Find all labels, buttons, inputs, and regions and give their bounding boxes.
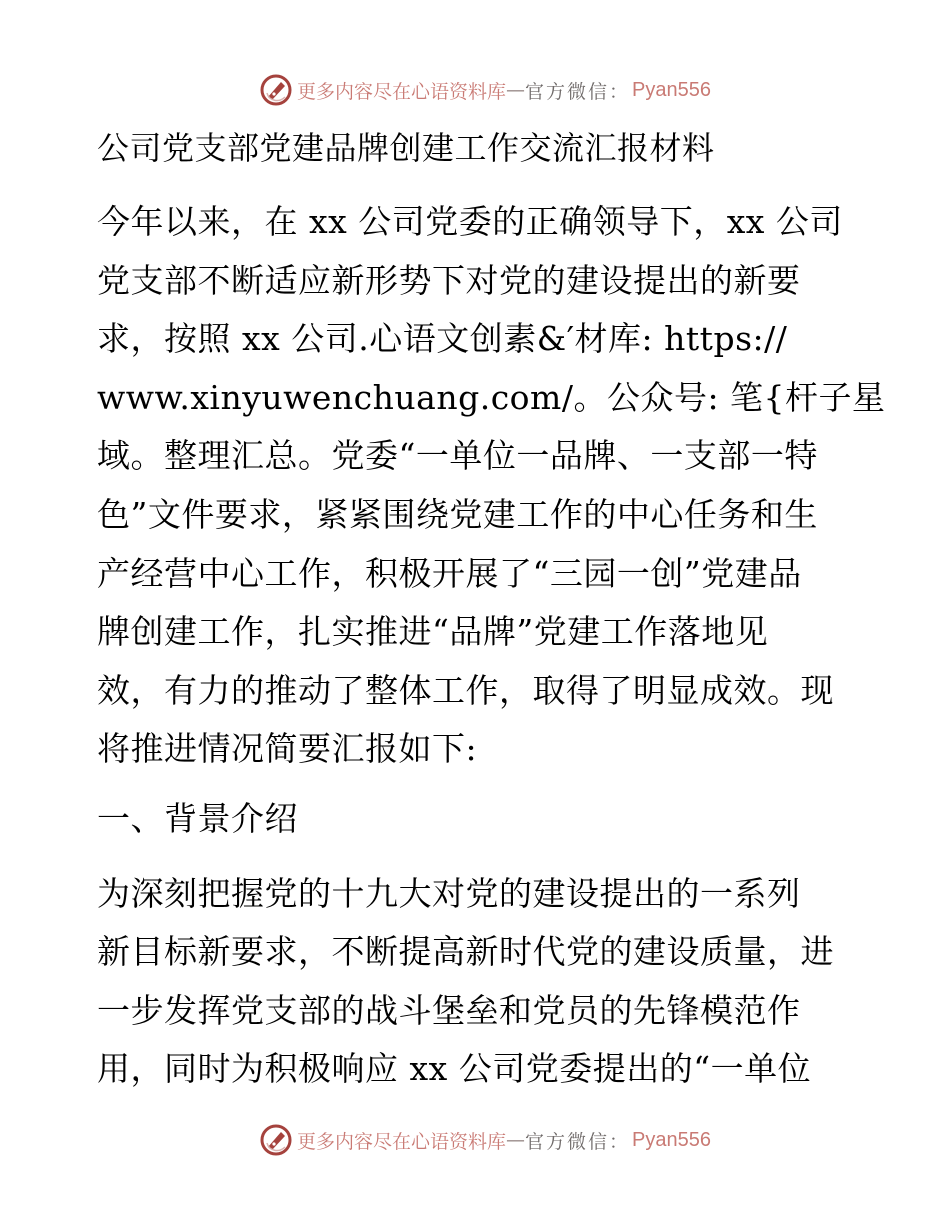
watermark-banner-top — [0, 70, 950, 110]
paragraph-line: 牌创建工作，扎实推进“品牌”党建工作落地见 — [97, 612, 769, 651]
paragraph-line: 今年以来，在 xx 公司党委的正确领导下，xx 公司 — [97, 202, 843, 241]
watermark-dash: — — [506, 79, 526, 101]
watermark-dash: — — [506, 1129, 526, 1151]
paragraph-line: 新目标新要求，不断提高新时代党的建设质量，进 — [97, 932, 834, 971]
paragraph-line: 产经营中心工作，积极开展了“三园一创”党建品 — [97, 554, 802, 593]
paragraph-line: 一步发挥党支部的战斗堡垒和党员的先锋模范作 — [97, 991, 801, 1030]
watermark-sub-text: 官方微信： — [525, 1130, 631, 1153]
section-heading-background: 一、背景介绍 — [97, 799, 298, 838]
paragraph-line: www.xinyuwenchuang.com/。公众号: 笔{杆子星 — [97, 378, 886, 417]
watermark-sub-text: 官方微信： — [525, 80, 631, 103]
watermark-banner-bottom — [0, 1120, 950, 1160]
watermark-content — [259, 73, 711, 107]
paragraph-line: 效，有力的推动了整体工作，取得了明显成效。现 — [97, 671, 834, 710]
watermark-content — [259, 1123, 711, 1157]
pen-nib-circle-icon — [259, 1123, 293, 1157]
document-title: 公司党支部党建品牌创建工作交流汇报材料 — [97, 129, 715, 167]
paragraph-line: 求，按照 xx 公司.心语文创素&′材库: https:// — [97, 319, 788, 358]
paragraph-line: 域。整理汇总。党委“一单位一品牌、一支部一特 — [97, 436, 818, 475]
watermark-main-text: 更多内容尽在心语资料库 — [297, 80, 507, 103]
paragraph-line: 用，同时为积极响应 xx 公司党委提出的“一单位 — [97, 1049, 812, 1088]
paragraph-line: 党支部不断适应新形势下对党的建设提出的新要 — [97, 261, 801, 300]
pen-nib-circle-icon — [259, 73, 293, 107]
paragraph-line: 为深刻把握党的十九大对党的建设提出的一系列 — [97, 874, 801, 913]
paragraph-line: 色”文件要求，紧紧围绕党建工作的中心任务和生 — [97, 495, 818, 534]
watermark-wechat-id: Pyan556 — [632, 1128, 711, 1151]
watermark-wechat-id: Pyan556 — [632, 78, 711, 101]
watermark-main-text: 更多内容尽在心语资料库 — [297, 1130, 507, 1153]
paragraph-line: 将推进情况简要汇报如下: — [97, 729, 478, 768]
